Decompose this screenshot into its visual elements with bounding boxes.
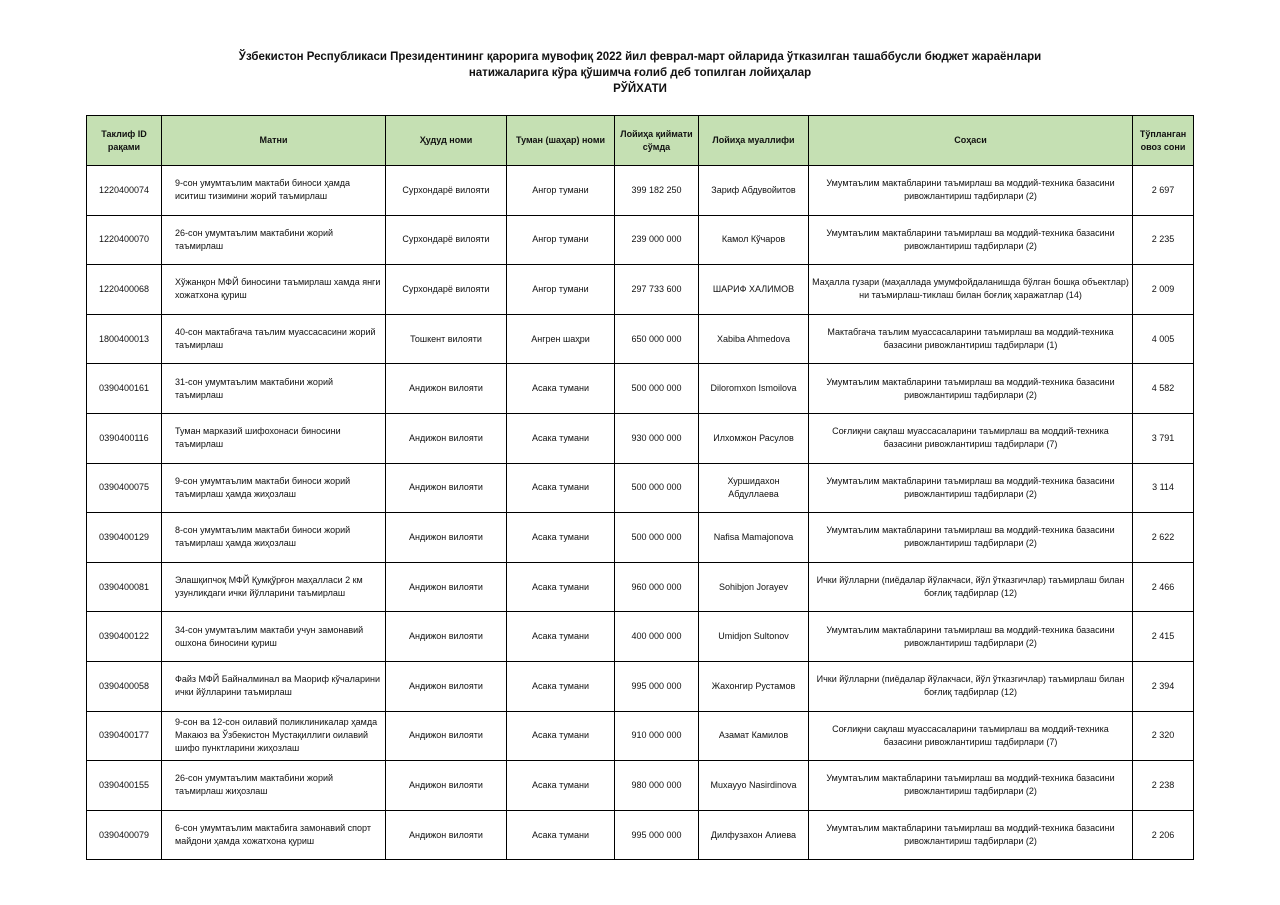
cell-sector: Ички йўлларни (пиёдалар йўлакчаси, йўл ўтказгичлар) таъмирлаш билан боғлиқ тадбирлар (12) xyxy=(809,661,1133,711)
title-line-2: натижаларига кўра қўшимча ғолиб деб топилган лойиҳалар xyxy=(468,67,812,79)
cell-text: 31-сон умумтаълим мактабини жорий таъмирлаш xyxy=(162,364,386,414)
table-row xyxy=(87,711,1194,761)
cell-votes: 3 791 xyxy=(1133,413,1194,463)
cell-cost: 650 000 000 xyxy=(615,314,699,364)
cell-author: Xabiba Ahmedova xyxy=(699,314,809,364)
table-row xyxy=(87,265,1194,315)
cell-region: Тошкент вилояти xyxy=(386,314,507,364)
cell-cost: 960 000 000 xyxy=(615,562,699,612)
cell-cost: 400 000 000 xyxy=(615,612,699,662)
cell-district: Асака тумани xyxy=(507,711,615,761)
table-row xyxy=(87,166,1194,216)
table-row xyxy=(87,215,1194,265)
cell-sector: Мактабгача таълим муассасаларини таъмирлаш ва моддий-техника базасини ривожлантириш тадбирлари (1) xyxy=(809,314,1133,364)
document-title xyxy=(0,49,1280,97)
table-row xyxy=(87,612,1194,662)
title-line-3: РЎЙХАТИ xyxy=(613,83,667,95)
table-row xyxy=(87,810,1194,860)
cell-district: Асака тумани xyxy=(507,761,615,811)
cell-sector: Умумтаълим мактабларини таъмирлаш ва моддий-техника базасини ривожлантириш тадбирлари (2) xyxy=(809,166,1133,216)
table-row xyxy=(87,314,1194,364)
cell-sector: Умумтаълим мактабларини таъмирлаш ва моддий-техника базасини ривожлантириш тадбирлари (2) xyxy=(809,364,1133,414)
cell-district: Ангор тумани xyxy=(507,215,615,265)
cell-id: 0390400075 xyxy=(87,463,162,513)
cell-region: Андижон вилояти xyxy=(386,810,507,860)
cell-votes: 2 415 xyxy=(1133,612,1194,662)
cell-author: Diloromxon Ismoilova xyxy=(699,364,809,414)
cell-district: Ангор тумани xyxy=(507,166,615,216)
cell-id: 1800400013 xyxy=(87,314,162,364)
cell-region: Андижон вилояти xyxy=(386,761,507,811)
cell-id: 0390400161 xyxy=(87,364,162,414)
cell-district: Асака тумани xyxy=(507,661,615,711)
cell-sector: Соғлиқни сақлаш муассасаларини таъмирлаш ва моддий-техника базасини ривожлантириш тадбирлари (7) xyxy=(809,413,1133,463)
table-row xyxy=(87,513,1194,563)
cell-id: 0390400079 xyxy=(87,810,162,860)
table-row xyxy=(87,661,1194,711)
cell-district: Асака тумани xyxy=(507,413,615,463)
cell-id: 1220400070 xyxy=(87,215,162,265)
cell-district: Ангор тумани xyxy=(507,265,615,315)
cell-author: Камол Кўчаров xyxy=(699,215,809,265)
cell-cost: 399 182 250 xyxy=(615,166,699,216)
projects-table xyxy=(86,115,1194,860)
cell-region: Сурхондарё вилояти xyxy=(386,265,507,315)
col-header-cost: Лойиҳа қиймати сўмда xyxy=(615,116,699,166)
cell-id: 0390400116 xyxy=(87,413,162,463)
table-row xyxy=(87,761,1194,811)
cell-votes: 2 394 xyxy=(1133,661,1194,711)
cell-votes: 2 697 xyxy=(1133,166,1194,216)
cell-votes: 3 114 xyxy=(1133,463,1194,513)
cell-text: Элашқипчоқ МФЙ Қумқўрғон маҳалласи 2 км узунликдаги ички йўлларини таъмирлаш xyxy=(162,562,386,612)
cell-sector: Умумтаълим мактабларини таъмирлаш ва моддий-техника базасини ривожлантириш тадбирлари (2) xyxy=(809,761,1133,811)
cell-text: 6-сон умумтаълим мактабига замонавий спорт майдони ҳамда хожатхона қуриш xyxy=(162,810,386,860)
cell-text: 8-сон умумтаълим мактаби биноси жорий таъмирлаш ҳамда жиҳозлаш xyxy=(162,513,386,563)
cell-region: Андижон вилояти xyxy=(386,562,507,612)
cell-text: Хўжанқон МФЙ биносини таъмирлаш хамда янги хожатхона қуриш xyxy=(162,265,386,315)
cell-district: Ангрен шаҳри xyxy=(507,314,615,364)
cell-votes: 2 320 xyxy=(1133,711,1194,761)
cell-sector: Умумтаълим мактабларини таъмирлаш ва моддий-техника базасини ривожлантириш тадбирлари (2) xyxy=(809,810,1133,860)
cell-district: Асака тумани xyxy=(507,562,615,612)
cell-id: 0390400129 xyxy=(87,513,162,563)
cell-author: Жахонгир Рустамов xyxy=(699,661,809,711)
cell-votes: 2 235 xyxy=(1133,215,1194,265)
cell-region: Андижон вилояти xyxy=(386,661,507,711)
cell-cost: 500 000 000 xyxy=(615,513,699,563)
cell-votes: 2 206 xyxy=(1133,810,1194,860)
cell-votes: 2 009 xyxy=(1133,265,1194,315)
cell-text: 34-сон умумтаълим мактаби учун замонавий ошхона биносини қуриш xyxy=(162,612,386,662)
cell-district: Асака тумани xyxy=(507,364,615,414)
cell-votes: 2 238 xyxy=(1133,761,1194,811)
cell-district: Асака тумани xyxy=(507,810,615,860)
cell-region: Сурхондарё вилояти xyxy=(386,215,507,265)
cell-author: Зариф Абдувойитов xyxy=(699,166,809,216)
cell-region: Сурхондарё вилояти xyxy=(386,166,507,216)
cell-id: 1220400074 xyxy=(87,166,162,216)
col-header-district: Туман (шаҳар) номи xyxy=(507,116,615,166)
cell-author: Азамат Камилов xyxy=(699,711,809,761)
cell-district: Асака тумани xyxy=(507,463,615,513)
cell-text: Файз МФЙ Байналминал ва Маориф кўчаларини ички йўлларини таъмирлаш xyxy=(162,661,386,711)
table-row xyxy=(87,562,1194,612)
cell-region: Андижон вилояти xyxy=(386,513,507,563)
cell-author: Nafisa Mamajonova xyxy=(699,513,809,563)
cell-district: Асака тумани xyxy=(507,612,615,662)
table-row xyxy=(87,463,1194,513)
cell-sector: Соғлиқни сақлаш муассасаларини таъмирлаш ва моддий-техника базасини ривожлантириш тадбирлари (7) xyxy=(809,711,1133,761)
cell-author: Хуршидахон Абдуллаева xyxy=(699,463,809,513)
cell-id: 1220400068 xyxy=(87,265,162,315)
table-row xyxy=(87,413,1194,463)
cell-cost: 995 000 000 xyxy=(615,661,699,711)
cell-region: Андижон вилояти xyxy=(386,711,507,761)
cell-id: 0390400155 xyxy=(87,761,162,811)
table-row xyxy=(87,364,1194,414)
cell-text: 9-сон ва 12-сон оилавий поликлиникалар ҳамда Макаюз ва Ўзбекистон Мустақиллиги оилавий шифо пунктларини жиҳозлаш xyxy=(162,711,386,761)
cell-text: 26-сон умумтаълим мактабини жорий таъмирлаш xyxy=(162,215,386,265)
cell-votes: 4 005 xyxy=(1133,314,1194,364)
cell-text: 9-сон умумтаълим мактаби биноси ҳамда иситиш тизимини жорий таъмирлаш xyxy=(162,166,386,216)
col-header-id: Таклиф ID рақами xyxy=(87,116,162,166)
cell-author: Илхомжон Расулов xyxy=(699,413,809,463)
cell-author: ШАРИФ ХАЛИМОВ xyxy=(699,265,809,315)
cell-id: 0390400122 xyxy=(87,612,162,662)
col-header-text: Матни xyxy=(162,116,386,166)
cell-region: Андижон вилояти xyxy=(386,612,507,662)
cell-sector: Умумтаълим мактабларини таъмирлаш ва моддий-техника базасини ривожлантириш тадбирлари (2) xyxy=(809,612,1133,662)
cell-id: 0390400081 xyxy=(87,562,162,612)
cell-cost: 910 000 000 xyxy=(615,711,699,761)
cell-text: Туман марказий шифохонаси биносини таъмирлаш xyxy=(162,413,386,463)
cell-cost: 239 000 000 xyxy=(615,215,699,265)
cell-cost: 500 000 000 xyxy=(615,364,699,414)
cell-text: 9-сон умумтаълим мактаби биноси жорий таъмирлаш ҳамда жиҳозлаш xyxy=(162,463,386,513)
cell-author: Umidjon Sultonov xyxy=(699,612,809,662)
col-header-sector: Соҳаси xyxy=(809,116,1133,166)
cell-region: Андижон вилояти xyxy=(386,413,507,463)
title-line-1: Ўзбекистон Республикаси Президентининг қарорига мувофиқ 2022 йил феврал-март ойларида ўтказилган ташаббусли бюджет жараёнлари xyxy=(238,51,1042,63)
cell-sector: Умумтаълим мактабларини таъмирлаш ва моддий-техника базасини ривожлантириш тадбирлари (2) xyxy=(809,513,1133,563)
cell-district: Асака тумани xyxy=(507,513,615,563)
cell-votes: 4 582 xyxy=(1133,364,1194,414)
cell-votes: 2 466 xyxy=(1133,562,1194,612)
cell-author: Muxayyo Nasirdinova xyxy=(699,761,809,811)
cell-region: Андижон вилояти xyxy=(386,364,507,414)
cell-author: Дилфузахон Алиева xyxy=(699,810,809,860)
cell-author: Sohibjon Jorayev xyxy=(699,562,809,612)
cell-id: 0390400177 xyxy=(87,711,162,761)
cell-region: Андижон вилояти xyxy=(386,463,507,513)
cell-id: 0390400058 xyxy=(87,661,162,711)
cell-sector: Маҳалла гузари (маҳаллада умумфойдаланишда бўлган бошқа объектлар) ни таъмирлаш-тиклаш билан боғлиқ харажатлар (14) xyxy=(809,265,1133,315)
cell-text: 26-сон умумтаълим мактабини жорий таъмирлаш жиҳозлаш xyxy=(162,761,386,811)
cell-cost: 930 000 000 xyxy=(615,413,699,463)
table-header-row xyxy=(87,116,1194,166)
col-header-author: Лойиҳа муаллифи xyxy=(699,116,809,166)
cell-votes: 2 622 xyxy=(1133,513,1194,563)
col-header-votes: Тўпланган овоз сони xyxy=(1133,116,1194,166)
cell-cost: 995 000 000 xyxy=(615,810,699,860)
cell-sector: Ички йўлларни (пиёдалар йўлакчаси, йўл ўтказгичлар) таъмирлаш билан боғлиқ тадбирлар (12) xyxy=(809,562,1133,612)
cell-cost: 980 000 000 xyxy=(615,761,699,811)
cell-cost: 297 733 600 xyxy=(615,265,699,315)
cell-sector: Умумтаълим мактабларини таъмирлаш ва моддий-техника базасини ривожлантириш тадбирлари (2) xyxy=(809,215,1133,265)
col-header-region: Ҳудуд номи xyxy=(386,116,507,166)
cell-cost: 500 000 000 xyxy=(615,463,699,513)
cell-text: 40-сон мактабгача таълим муассасасини жорий таъмирлаш xyxy=(162,314,386,364)
cell-sector: Умумтаълим мактабларини таъмирлаш ва моддий-техника базасини ривожлантириш тадбирлари (2) xyxy=(809,463,1133,513)
